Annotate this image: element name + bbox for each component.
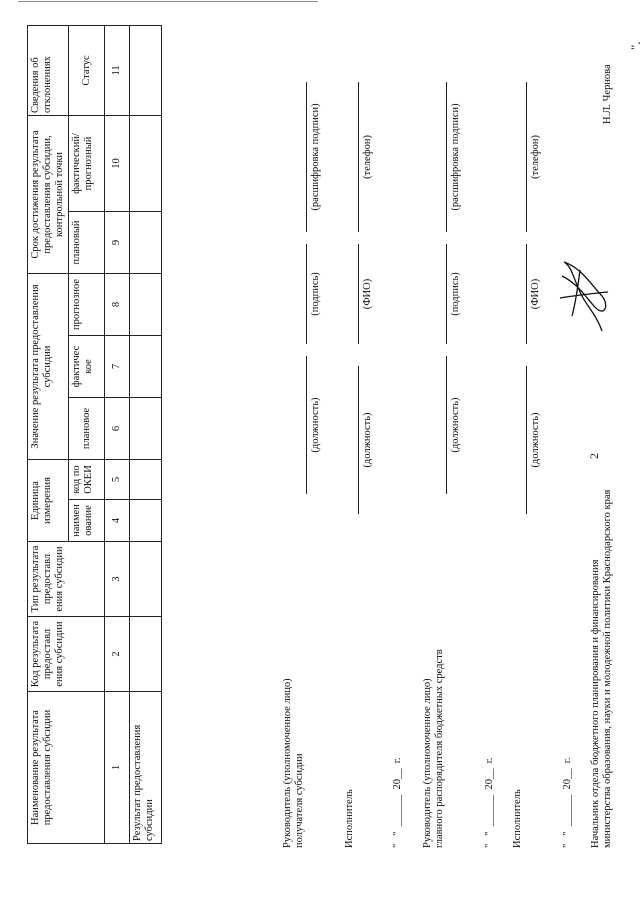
manager-head-line2: главного распорядителя бюджетных средств — [434, 649, 445, 848]
header-term-plan: плановый — [69, 211, 105, 273]
manager-decoding-line — [446, 82, 447, 232]
recipient-executor-fio-line — [358, 244, 359, 344]
header-unit: Единица измерения — [28, 459, 69, 541]
recipient-decoding-line — [306, 82, 307, 232]
recipient-signature-line — [306, 244, 307, 344]
manager-executor-phone-line — [526, 82, 527, 232]
manager-executor-fio-caption: (ФИО) — [530, 278, 541, 310]
result-row-cell — [130, 273, 162, 335]
manager-position-line — [446, 356, 447, 494]
result-row-cell — [130, 335, 162, 397]
col-number-11: 11 — [105, 25, 130, 115]
results-table — [27, 25, 162, 844]
result-row-cell — [130, 115, 162, 211]
manager-position-caption: (должность) — [450, 397, 461, 453]
header-result-type: Тип результата предоставл ения субсидии — [28, 542, 105, 617]
header-value-forecast: прогнозное — [69, 273, 105, 335]
col-number-7: 7 — [105, 335, 130, 397]
manager-executor-label: Исполнитель — [512, 789, 523, 848]
recipient-signature-caption: (подпись) — [310, 272, 321, 316]
header-value-plan: плановое — [69, 397, 105, 459]
manager-executor-position-caption: (должность) — [530, 412, 541, 468]
recipient-position-caption: (должность) — [310, 397, 321, 453]
manager-signature-line — [446, 244, 447, 344]
result-row-cell — [130, 617, 162, 692]
header-term-fact: фактический/ прогнозный — [69, 115, 105, 211]
footer-signer: Н.Л. Чернова — [602, 64, 613, 124]
manager-executor-fio-line — [526, 244, 527, 344]
okei-text: код по ОКЕИ — [71, 465, 94, 494]
header-result-name: Наименование результата предоставления субсидии — [28, 692, 105, 844]
header-value-fact: фактичес кое — [69, 335, 105, 397]
result-row-cell — [130, 459, 162, 499]
manager-date: " " ______ 20__ г. — [484, 757, 495, 848]
header-term: Срок достижения результата предоставления субсидии, контрольной точки — [28, 115, 69, 273]
col-number-2: 2 — [105, 617, 130, 692]
manager-executor-position-line — [526, 366, 527, 514]
recipient-position-line — [306, 356, 307, 494]
recipient-date: " " ______ 20__ г. — [392, 757, 403, 848]
recipient-head-line2: получателя субсидии — [294, 753, 305, 848]
handwritten-signature-mark — [552, 256, 612, 336]
manager-head-line1: Руководитель (уполномоченное лицо) — [422, 678, 433, 848]
recipient-executor-label: Исполнитель — [344, 789, 355, 848]
manager-executor-phone-caption: (телефон) — [530, 135, 541, 179]
footer-line1: Начальник отдела бюджетного планирования и финансирования — [590, 559, 601, 848]
header-value: Значение результата предоставления субсидии — [28, 273, 69, 459]
header-status: Статус — [69, 25, 105, 115]
recipient-executor-position-line — [358, 366, 359, 514]
recipient-executor-phone-caption: (телефон) — [362, 135, 373, 179]
result-row-label: Результат предоставления субсидии — [130, 692, 162, 844]
col-number-5: 5 — [105, 459, 130, 499]
page-number: 2 — [587, 453, 601, 459]
recipient-head-line1: Руководитель (уполномоченное лицо) — [282, 678, 293, 848]
recipient-executor-fio-caption: (ФИО) — [362, 278, 373, 310]
col-number-8: 8 — [105, 273, 130, 335]
recipient-executor-position-caption: (должность) — [362, 412, 373, 468]
result-row-cell — [130, 25, 162, 115]
manager-signature-caption: (подпись) — [450, 272, 461, 316]
footer-quote-mark: ". — [628, 41, 643, 50]
header-result-code: Код результата предоставл ения субсидии — [28, 617, 105, 692]
header-unit-okei — [69, 459, 105, 499]
result-row-cell — [130, 542, 162, 617]
manager-date-2: " " ______ 20__ г. — [562, 757, 573, 848]
header-deviation: Сведения об отклонениях — [28, 25, 69, 115]
header-unit-name: наимен ование — [69, 500, 105, 542]
col-number-6: 6 — [105, 397, 130, 459]
recipient-decoding-caption: (расшифровка подписи) — [310, 103, 321, 211]
col-number-10: 10 — [105, 115, 130, 211]
footer-line2: министерства образования, науки и молодежной политики Краснодарского края — [602, 489, 613, 848]
result-row-cell — [130, 500, 162, 542]
manager-decoding-caption: (расшифровка подписи) — [450, 103, 461, 211]
col-number-3: 3 — [105, 542, 130, 617]
recipient-executor-phone-line — [358, 82, 359, 232]
result-row-cell — [130, 211, 162, 273]
col-number-4: 4 — [105, 500, 130, 542]
result-row-cell — [130, 397, 162, 459]
col-number-1: 1 — [105, 692, 130, 844]
col-number-9: 9 — [105, 211, 130, 273]
